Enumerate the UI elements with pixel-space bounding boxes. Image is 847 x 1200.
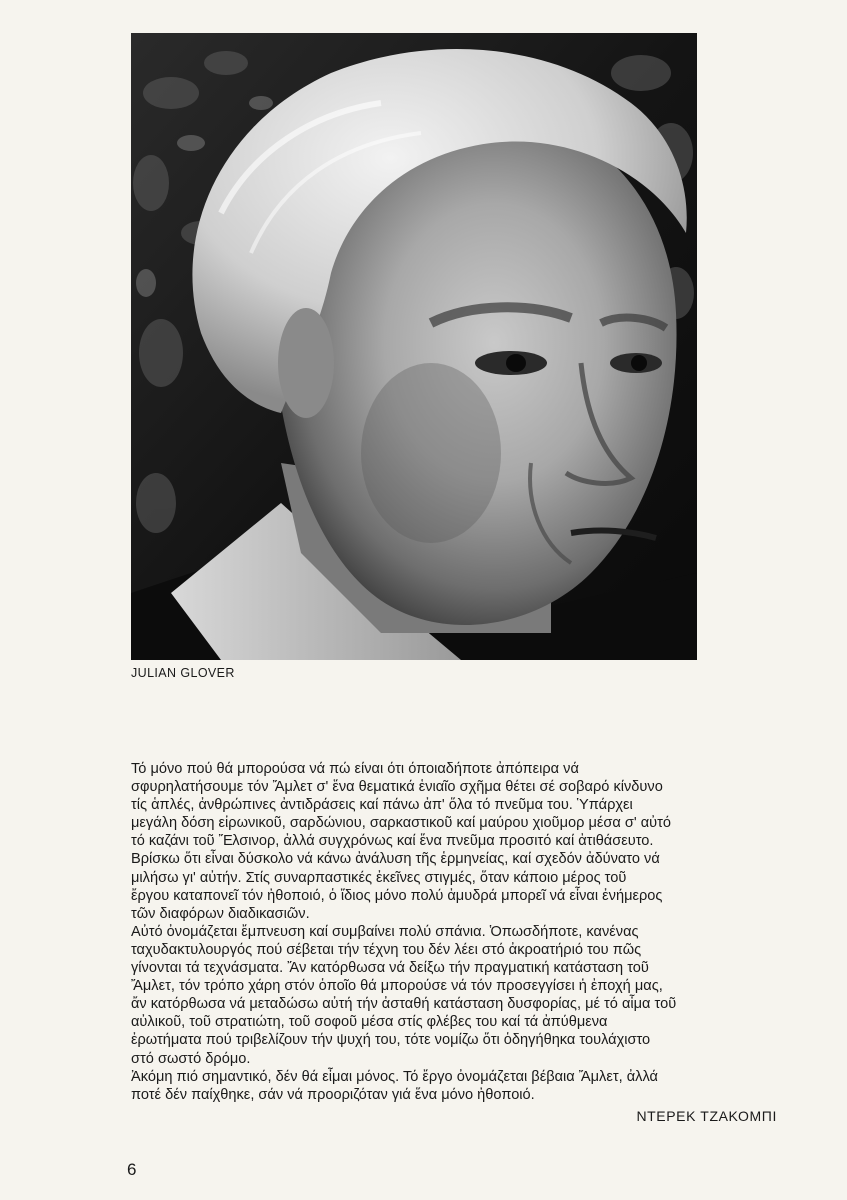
article-line: μεγάλη δόση εἰρωνικοῦ, σαρδώνιου, σαρκαστικοῦ καί μαύρου χιοῦμορ μέσα σ' αὐτό: [131, 815, 672, 832]
portrait-photo: [131, 33, 697, 660]
article-line: στό σωστό δρόμο.: [131, 1050, 251, 1067]
article-line: τό καζάνι τοῦ Ἔλσινορ, ἀλλά συγχρόνως καί ἕνα πνεῦμα προσιτό καί ἀτιθάσευτο.: [131, 833, 654, 850]
portrait-image: [131, 33, 697, 660]
article-line: Τό μόνο πού θά μπορούσα νά πώ είναι ότι όποιαδήποτε ἀπόπειρα νά: [131, 761, 579, 777]
article-body: [131, 760, 783, 1104]
article-line: γίνονται τά τεχνάσματα. Ἄν κατόρθωσα νά δείξω τήν πραγματική κατάσταση τοῦ: [131, 960, 649, 977]
article-line: αὐλικοῦ, τοῦ στρατιώτη, τοῦ σοφοῦ μέσα στίς φλέβες του καί τά ἀπύθμενα: [131, 1014, 608, 1031]
article-line: μιλήσω γι' αὐτήν. Στίς συναρπαστικές ἐκεῖνες στιγμές, ὅταν κάποιο μέρος τοῦ: [131, 869, 627, 886]
article-line: τῶν διαφόρων διαδικασιῶν.: [131, 905, 310, 922]
article-line: Ἄμλετ, τόν τρόπο χάρη στόν ὁποῖο θά μπορούσε νά τόν προσεγγίσει ἡ ἐποχή μας,: [131, 978, 663, 995]
article-line: ταχυδακτυλουργός πού σέβεται τήν τέχνη του δέν λέει στό ἀκροατήριό του πῶς: [131, 941, 642, 958]
page-number: 6: [127, 1160, 137, 1179]
article-line: σφυρηλατήσουμε τόν Ἄμλετ σ' ἕνα θεματικά ἑνιαῖο σχῆμα θέτει σέ σοβαρό κίνδυνο: [131, 779, 663, 796]
article-line: ποτέ δέν παίχθηκε, σάν νά προοριζόταν γιά ἕνα μόνο ἠθοποιό.: [131, 1086, 535, 1103]
article-line: ἐρωτήματα πού τριβελίζουν τήν ψυχή του, τότε νομίζω ὅτι ὁδηγήθηκα τουλάχιστο: [131, 1032, 651, 1049]
article-line: ἔργου καταπονεῖ τόν ἠθοποιό, ὁ ἴδιος μόνο πολύ ἀμυδρά μπορεῖ νά εἶναι ἐνήμερος: [131, 887, 663, 904]
author-signature: ΝΤΕΡΕΚ ΤΖΑΚΟΜΠΙ: [636, 1108, 777, 1124]
article-line: τίς ἁπλές, ἀνθρώπινες ἀντιδράσεις καί πάνω ἀπ' ὅλα τό πνεῦμα του. Ὑπάρχει: [131, 797, 633, 814]
article-line: Βρίσκω ὅτι εἶναι δύσκολο νά κάνω ἀνάλυση τῆς ἑρμηνείας, καί σχεδόν ἀδύνατο νά: [131, 851, 660, 868]
article-line: Αὐτό ὀνομάζεται ἔμπνευση καί συμβαίνει πολύ σπάνια. Ὁπωσδήποτε, κανένας: [131, 923, 639, 940]
photo-caption: JULIAN GLOVER: [131, 666, 235, 680]
article-line: Ἀκόμη πιό σημαντικό, δέν θά εἶμαι μόνος. Τό ἔργο ὀνομάζεται βέβαια Ἄμλετ, ἀλλά: [131, 1068, 658, 1085]
article-line: ἄν κατόρθωσα νά μεταδώσω αὐτή τήν ἀσταθή κατάσταση δυσφορίας, μέ τό αἷμα τοῦ: [131, 996, 677, 1013]
